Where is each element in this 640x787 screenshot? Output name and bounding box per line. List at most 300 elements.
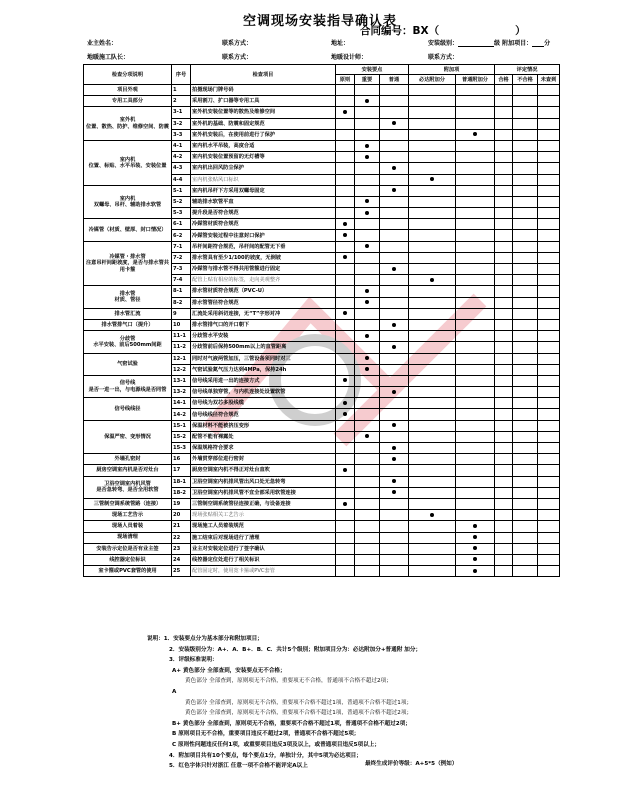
mark-cell[interactable] [495,331,513,342]
mark-cell[interactable] [513,275,538,286]
mark-cell[interactable] [513,96,538,107]
mark-cell[interactable] [538,208,560,219]
mark-cell[interactable] [538,476,560,487]
mark-cell[interactable] [513,476,538,487]
mark-cell [336,487,355,498]
mark-cell[interactable] [513,308,538,319]
item-description: 线控器定位处进行了相关标识 [191,554,336,565]
owner-contact-label: 联系方式： [222,40,253,47]
item-number: 11-2 [172,342,191,353]
mark-cell [456,398,495,409]
mark-cell[interactable] [495,140,513,151]
mark-cell[interactable] [495,185,513,196]
mark-cell [456,431,495,442]
mark-cell[interactable] [495,443,513,454]
mark-cell [456,196,495,207]
mark-cell [336,521,355,532]
mark-cell [355,96,380,107]
mark-cell[interactable] [495,364,513,375]
mark-cell[interactable] [513,152,538,163]
mark-cell [355,387,380,398]
mark-cell [336,465,355,476]
mark-cell [336,230,355,241]
mark-cell[interactable] [538,286,560,297]
mark-cell [409,331,456,342]
mark-cell[interactable] [495,566,513,577]
mark-cell[interactable] [495,107,513,118]
mark-cell[interactable] [513,409,538,420]
mark-cell [409,163,456,174]
item-description: 保温规格符合要求 [191,443,336,454]
mark-cell [380,118,409,129]
mark-cell[interactable] [495,219,513,230]
mark-cell[interactable] [495,487,513,498]
mark-cell[interactable] [513,375,538,386]
mark-cell[interactable] [538,543,560,554]
mark-cell [409,85,456,96]
header-normal-extra: 普通附加分 [456,75,495,85]
mark-cell[interactable] [513,286,538,297]
header-item: 检查项目 [191,65,336,85]
mark-cell[interactable] [495,129,513,140]
mark-cell[interactable] [538,364,560,375]
mark-cell [456,252,495,263]
mark-cell[interactable] [538,566,560,577]
mark-cell[interactable] [495,387,513,398]
mark-cell [456,521,495,532]
item-description: 排水管材质符合规范（PVC-U） [191,286,336,297]
mark-cell [456,364,495,375]
mark-cell[interactable] [538,163,560,174]
mark-cell[interactable] [513,554,538,565]
mark-cell[interactable] [495,510,513,521]
mark-cell[interactable] [495,118,513,129]
extra-items-field[interactable] [532,40,544,47]
mark-cell[interactable] [538,297,560,308]
mark-cell [336,532,355,543]
mark-cell[interactable] [495,409,513,420]
mark-cell[interactable] [513,487,538,498]
item-number: 19 [172,498,191,509]
mark-cell[interactable] [495,319,513,330]
mark-cell[interactable] [513,420,538,431]
mark-cell[interactable] [538,275,560,286]
header-principle: 原则 [336,75,355,85]
mark-cell [456,487,495,498]
mark-cell[interactable] [495,152,513,163]
mark-cell [409,420,456,431]
mark-cell [355,487,380,498]
mark-cell[interactable] [538,152,560,163]
mark-cell [456,140,495,151]
mark-cell[interactable] [538,375,560,386]
note-3: 3．评级标准说明： [169,657,218,664]
mark-cell [456,454,495,465]
item-number: 12-1 [172,353,191,364]
mark-cell[interactable] [495,196,513,207]
mark-cell [380,275,409,286]
category-cell: 线控器定位标识 [84,554,172,565]
mark-cell[interactable] [495,342,513,353]
mark-cell [355,498,380,509]
mark-cell[interactable] [538,308,560,319]
mark-cell[interactable] [513,185,538,196]
bullet-mark-icon [365,367,369,371]
item-number: 20 [172,510,191,521]
mark-cell[interactable] [513,163,538,174]
mark-cell [380,409,409,420]
item-number: 4-2 [172,152,191,163]
note-aplus: A+ 黄色部分 全部查到，安装要点无不合格； [172,667,286,674]
mark-cell[interactable] [538,230,560,241]
mark-cell[interactable] [513,208,538,219]
item-description: 冷媒管与排水管不得共用管箍进行固定 [191,264,336,275]
mark-cell [380,431,409,442]
category-cell: 信号线 是否一进一出，与电源线是否同管 [84,375,172,397]
mark-cell[interactable] [538,140,560,151]
mark-cell[interactable] [538,398,560,409]
mark-cell [355,230,380,241]
mark-cell[interactable] [538,185,560,196]
mark-cell[interactable] [513,566,538,577]
mark-cell[interactable] [538,107,560,118]
mark-cell[interactable] [513,85,538,96]
mark-cell [336,543,355,554]
mark-cell[interactable] [538,554,560,565]
mark-cell[interactable] [495,543,513,554]
mark-cell[interactable] [495,431,513,442]
item-description: 现场张贴相关工艺告示 [191,510,336,521]
mark-cell [409,297,456,308]
table-row [84,554,560,565]
mark-cell[interactable] [538,409,560,420]
mark-cell [380,163,409,174]
mark-cell [409,532,456,543]
mark-cell [456,353,495,364]
mark-cell [380,331,409,342]
mark-cell[interactable] [495,521,513,532]
install-level-label: 安装级别： [428,40,459,47]
mark-cell [456,163,495,174]
bullet-mark-icon [365,199,369,203]
mark-cell [336,297,355,308]
mark-cell [409,364,456,375]
table-row [84,140,560,151]
bullet-mark-icon [343,468,347,472]
mark-cell[interactable] [513,241,538,252]
mark-cell[interactable] [538,241,560,252]
mark-cell[interactable] [513,498,538,509]
mark-cell [380,85,409,96]
table-row [84,510,560,521]
mark-cell[interactable] [538,521,560,532]
mark-cell[interactable] [538,252,560,263]
mark-cell[interactable] [538,510,560,521]
mark-cell[interactable] [495,241,513,252]
bullet-mark-icon [430,177,434,181]
mark-cell [409,308,456,319]
item-description: 辅助排水软管平直 [191,196,336,207]
mark-cell[interactable] [495,163,513,174]
mark-cell[interactable] [538,431,560,442]
note-aplus-sub: 黄色部分 全部查到，原则项无不合格，重要项无不合格，普通项不合格不超过2项； [185,678,392,685]
mark-cell[interactable] [495,252,513,263]
mark-cell[interactable] [495,398,513,409]
mark-cell[interactable] [538,196,560,207]
mark-cell[interactable] [495,297,513,308]
mark-cell[interactable] [495,476,513,487]
note-a-label: A [172,688,177,695]
item-description: 配管固定时，使用宽卡箍或PVC套管 [191,566,336,577]
mark-cell [456,107,495,118]
mark-cell [456,331,495,342]
item-number: 13-1 [172,375,191,386]
mark-cell [355,420,380,431]
mark-cell[interactable] [538,129,560,140]
mark-cell [456,532,495,543]
mark-cell[interactable] [513,252,538,263]
bullet-mark-icon [365,289,369,293]
mark-cell [336,409,355,420]
mark-cell [380,185,409,196]
item-description: 室内机吊杆下方采用双螺母固定 [191,185,336,196]
item-description: 业主对安装定位进行了签字确认 [191,543,336,554]
table-row [84,476,560,487]
mark-cell[interactable] [513,219,538,230]
mark-cell[interactable] [538,443,560,454]
mark-cell[interactable] [513,297,538,308]
mark-cell [409,409,456,420]
mark-cell[interactable] [495,264,513,275]
mark-cell[interactable] [513,342,538,353]
mark-cell[interactable] [513,543,538,554]
mark-cell[interactable] [538,342,560,353]
mark-cell[interactable] [495,454,513,465]
mark-cell [380,319,409,330]
item-number: 7-3 [172,264,191,275]
bullet-mark-icon [365,99,369,103]
table-row [84,498,560,509]
mark-cell[interactable] [513,174,538,185]
mark-cell [336,96,355,107]
mark-cell[interactable] [538,319,560,330]
item-number: 18-1 [172,476,191,487]
mark-cell [336,331,355,342]
mark-cell [336,286,355,297]
note-bplus: B+ 黄色部分 全部查到，原则项无不合格，重要项不合格不超过1项，普通项不合格不超过2项； [172,720,411,727]
mark-cell[interactable] [513,118,538,129]
mark-cell [336,196,355,207]
mark-cell [380,241,409,252]
mark-cell [409,174,456,185]
mark-cell[interactable] [495,85,513,96]
mark-cell[interactable] [513,353,538,364]
mark-cell[interactable] [513,264,538,275]
item-number: 8-1 [172,286,191,297]
mark-cell[interactable] [495,420,513,431]
table-row [84,465,560,476]
mark-cell[interactable] [538,387,560,398]
mark-cell[interactable] [513,140,538,151]
mark-cell[interactable] [495,353,513,364]
mark-cell [336,152,355,163]
mark-cell[interactable] [495,208,513,219]
item-description: 拍摄现场门牌号码 [191,85,336,96]
category-cell: 排水管汇流 [84,308,172,319]
page-title: 空调现场安装指导确认表 [242,14,397,29]
mark-cell[interactable] [495,498,513,509]
mark-cell [336,554,355,565]
mark-cell[interactable] [495,465,513,476]
mark-cell [355,566,380,577]
mark-cell [380,140,409,151]
bullet-mark-icon [365,244,369,248]
bullet-mark-icon [430,278,434,282]
mark-cell[interactable] [538,96,560,107]
designer-contact-label: 联系方式： [428,54,459,61]
item-description: 冷媒管材质符合规范 [191,219,336,230]
mark-cell [355,219,380,230]
bullet-mark-icon [365,334,369,338]
mark-cell[interactable] [538,118,560,129]
item-number: 3-2 [172,118,191,129]
mark-cell[interactable] [538,353,560,364]
mark-cell [456,342,495,353]
contract-close: ） [515,25,526,37]
mark-cell[interactable] [495,375,513,386]
mark-cell[interactable] [513,398,538,409]
mark-cell[interactable] [495,174,513,185]
mark-cell [456,174,495,185]
mark-cell [409,465,456,476]
mark-cell[interactable] [538,532,560,543]
mark-cell[interactable] [538,331,560,342]
mark-cell[interactable] [538,219,560,230]
mark-cell [456,286,495,297]
mark-cell [380,465,409,476]
item-description: 分歧管前后保持500mm以上的直管距离 [191,342,336,353]
table-row [84,241,560,252]
bullet-mark-icon [430,513,434,517]
level-suffix: 级 [494,40,501,47]
mark-cell [336,252,355,263]
item-description: 室内机出回风防尘保护 [191,163,336,174]
mark-cell[interactable] [495,286,513,297]
mark-cell[interactable] [495,554,513,565]
category-cell: 外墙孔密封 [84,454,172,465]
item-description: 配管上贴有相应的标签，走向美观整齐 [191,275,336,286]
bullet-mark-icon [392,479,396,483]
mark-cell[interactable] [538,454,560,465]
mark-cell[interactable] [513,364,538,375]
mark-cell [409,196,456,207]
mark-cell[interactable] [513,510,538,521]
category-cell: 室内机 双螺母、吊杆、辅助排水软管 [84,185,172,219]
item-number: 15-1 [172,420,191,431]
mark-cell [355,118,380,129]
mark-cell[interactable] [538,487,560,498]
item-description: 排水管排气口的开口朝下 [191,319,336,330]
mark-cell[interactable] [513,129,538,140]
mark-cell [409,264,456,275]
mark-cell[interactable] [513,521,538,532]
mark-cell[interactable] [538,85,560,96]
category-cell: 卫浴空调室内机风管 是否急转弯、是否全用软管 [84,476,172,498]
mark-cell[interactable] [538,174,560,185]
mark-cell[interactable] [495,230,513,241]
mark-cell[interactable] [538,498,560,509]
mark-cell[interactable] [513,454,538,465]
owner-name-label: 业主姓名： [87,40,118,47]
item-description: 厨房空调室内机不得正对灶台直吹 [191,465,336,476]
mark-cell [336,398,355,409]
mark-cell [380,174,409,185]
mark-cell[interactable] [513,196,538,207]
bullet-mark-icon [343,255,347,259]
mark-cell[interactable] [513,443,538,454]
mark-cell[interactable] [538,465,560,476]
item-description: 配管不能有裸露处 [191,431,336,442]
mark-cell [336,174,355,185]
mark-cell [336,319,355,330]
item-description: 现场施工人员着装规范 [191,521,336,532]
category-cell: 厨房空调室内机是否对灶台 [84,465,172,476]
mark-cell[interactable] [513,431,538,442]
install-level-field[interactable] [458,40,494,47]
category-cell: 室内机 位置、标贴、水平吊装、安装位置 [84,140,172,185]
category-cell: 保温严密、变形情况 [84,420,172,454]
table-row [84,85,560,96]
mark-cell[interactable] [538,264,560,275]
mark-cell[interactable] [513,319,538,330]
item-number: 4-4 [172,174,191,185]
mark-cell[interactable] [495,532,513,543]
mark-cell[interactable] [495,96,513,107]
mark-cell [355,185,380,196]
item-number: 7-1 [172,241,191,252]
mark-cell[interactable] [495,275,513,286]
mark-cell[interactable] [513,107,538,118]
item-number: 22 [172,532,191,543]
mark-cell[interactable] [513,230,538,241]
mark-cell [456,275,495,286]
mark-cell [409,152,456,163]
item-number: 7-4 [172,275,191,286]
mark-cell [409,129,456,140]
mark-cell [380,196,409,207]
mark-cell [456,554,495,565]
bullet-mark-icon [392,323,396,327]
mark-cell[interactable] [513,331,538,342]
mark-cell [409,431,456,442]
mark-cell [336,185,355,196]
mark-cell [409,118,456,129]
bullet-mark-icon [473,535,477,539]
mark-cell [456,476,495,487]
item-number: 5-1 [172,185,191,196]
category-cell: 现场工艺告示 [84,510,172,521]
mark-cell [456,230,495,241]
mark-cell [336,342,355,353]
header-extra: 附加项 [409,65,495,75]
mark-cell[interactable] [495,308,513,319]
table-row [84,96,560,107]
mark-cell[interactable] [513,465,538,476]
mark-cell[interactable] [513,387,538,398]
mark-cell[interactable] [513,532,538,543]
item-description: 汇流处采用斜切连接，无“T”字形对冲 [191,308,336,319]
mark-cell[interactable] [538,420,560,431]
